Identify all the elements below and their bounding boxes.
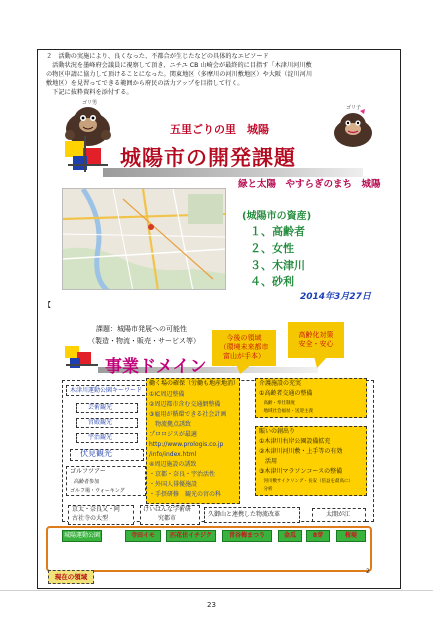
bottom-box-line: 久御山と連携した物流改革 (208, 511, 281, 518)
current-domain-label: 現在の領域 (48, 570, 94, 584)
note-line-4: 敷地区）を見習ってできる範囲から府民の活力アップを目指して行く。 (46, 80, 244, 87)
right-top-item: ①高齢者交通の整備 (259, 390, 313, 397)
bottom-box-line: 究都市 (158, 515, 177, 522)
right-bottom-item: 分析 (259, 487, 273, 492)
bracket-mark: 【 (44, 301, 51, 309)
bubble-tail (314, 356, 328, 368)
center-item: ・京都・奈良・宇治活性 (149, 471, 216, 478)
frame-page-number: 2 (366, 568, 370, 575)
current-domain-outline (46, 526, 372, 572)
deco-line-h (68, 164, 108, 166)
theme-line-1: 課題：城陽市発展への可能性 (96, 325, 187, 333)
bubble-line: 安全・安心 (298, 340, 334, 348)
left-item: 高齢者参加 (74, 479, 100, 485)
bubble-line: 富山が手本） (223, 352, 265, 360)
poster-subtitle: 五里ごりの里 城陽 (170, 123, 269, 136)
poster-title: 城陽市の開発課題 (120, 145, 296, 170)
left-item: 宇治観光 (88, 434, 113, 441)
green-label: 青谷梅まつり (222, 530, 272, 542)
green-label: 8芽 (306, 530, 330, 542)
right-bottom-item: 賑いの創出り (259, 428, 296, 435)
left-item: 宮殿観光 (88, 419, 113, 426)
bottom-box-line: 古社寺の大型 (72, 515, 109, 522)
left-item: 伏見観光 (80, 449, 112, 458)
note-line-3: の物区申請に協力して頂けることになった。関東地区（多摩川の河川敷地区）や大阪（淀川河川 (46, 71, 313, 78)
gorilla-left-label: ゴリ男 (82, 100, 98, 106)
deco-square-yellow (65, 141, 85, 157)
green-label: 城陽運動公園 (62, 530, 102, 542)
right-bottom-item: 活用 (259, 458, 278, 465)
bubble-tail (236, 364, 252, 374)
note-line-5: 下記に抜粋資料を添付する。 (46, 89, 133, 96)
center-item[interactable]: http://www.prologis.co.jp (149, 441, 224, 448)
right-bottom-item: ①木津川右岸公園設備拡充 (259, 438, 331, 445)
bottom-box-line: 太閤が江 (326, 511, 351, 518)
bubble-aging-measures (288, 322, 344, 358)
bottom-box-line: 京太・奈良又・阿 (72, 506, 121, 513)
poster-date: 2014年3月27日 (300, 292, 371, 302)
center-item: ②周辺都市含む交通網整備 (149, 401, 221, 408)
left-item: 芸術観光 (88, 404, 113, 411)
bubble-line: （環境未来都市 (219, 343, 269, 351)
center-item: 物流拠点誘致 (149, 421, 192, 428)
domain-title: 事業ドメイン (105, 357, 207, 377)
asset-item: ３、木津川 (250, 259, 305, 272)
green-label: 匹花住イチジク (166, 530, 216, 542)
gorilla-right-icon (330, 108, 376, 148)
gorilla-right-label: ゴリ子 (346, 105, 362, 111)
right-bottom-item: 河川敷サイクリング・長安（倍益を最高に） (259, 479, 354, 484)
right-bottom-item: ③木津川マラソンコースの整備 (259, 468, 343, 475)
green-label: 寺田イモ (125, 530, 161, 542)
note-line-1: ２ 活動の実施により、良くなった、不都合が生じたなどの具体的なエピソード (46, 53, 269, 60)
asset-item: １、高齢者 (250, 225, 305, 238)
green-label: 金瓜 (278, 530, 302, 542)
bubble-future-domain (212, 330, 276, 366)
center-item: 働く場の確保（労働も地産地消） (149, 380, 240, 387)
center-item: ③雇用が循環できる社会計画 (149, 411, 227, 418)
center-item: ・外国人俳優施設 (149, 481, 198, 488)
page-number: 23 (207, 601, 216, 609)
poster-tagline: 緑と太陽 やすらぎのまち 城陽 (238, 179, 381, 190)
left-item: 木津川運動公園キーワード (70, 387, 143, 394)
note-line-2: 活動状況を墨峰府会議員に視察して頂き、ニチユ CB 山崎会が最終的に目指す「木津川河川敷 (46, 62, 312, 69)
left-item: ゴルフ場・ウォーキング (70, 488, 125, 494)
center-item: プロロジスが最適 (149, 431, 197, 438)
deco-line-h (66, 364, 98, 366)
bottom-box-line: けいはんな学術研 (143, 506, 192, 513)
bubble-line: 高齢化対策 (298, 331, 334, 339)
right-top-item: 地域社会福祉・送迎主義 (259, 409, 313, 414)
asset-item: ２、女性 (250, 242, 294, 255)
bubble-line: 今後の領域 (226, 334, 262, 342)
center-item[interactable]: /info/index.html (149, 451, 197, 458)
theme-line-2: （製造・物流・販売・サービス等） (88, 337, 200, 345)
deco-line-v (84, 136, 86, 172)
deco-square-blue (70, 358, 80, 368)
asset-item: ４、砂利 (250, 275, 294, 288)
page-divider (0, 590, 433, 591)
right-top-item: 介護施設の充実 (259, 380, 302, 387)
center-item: ・手摂研修 観光の宮の科 (149, 491, 222, 498)
green-label: 桜堤 (336, 530, 366, 542)
city-map (62, 188, 226, 290)
center-item: ④周辺施設の誘致 (149, 461, 197, 468)
center-item: ①IC周辺整備 (149, 391, 185, 398)
assets-heading: (城陽市の資産) (242, 211, 312, 222)
right-top-item: 高齢・奉仕制度 (259, 401, 295, 406)
left-item: ゴルフツアー (70, 468, 106, 475)
right-bottom-item: ②木津川河川敷・上手等の有効 (259, 448, 343, 455)
